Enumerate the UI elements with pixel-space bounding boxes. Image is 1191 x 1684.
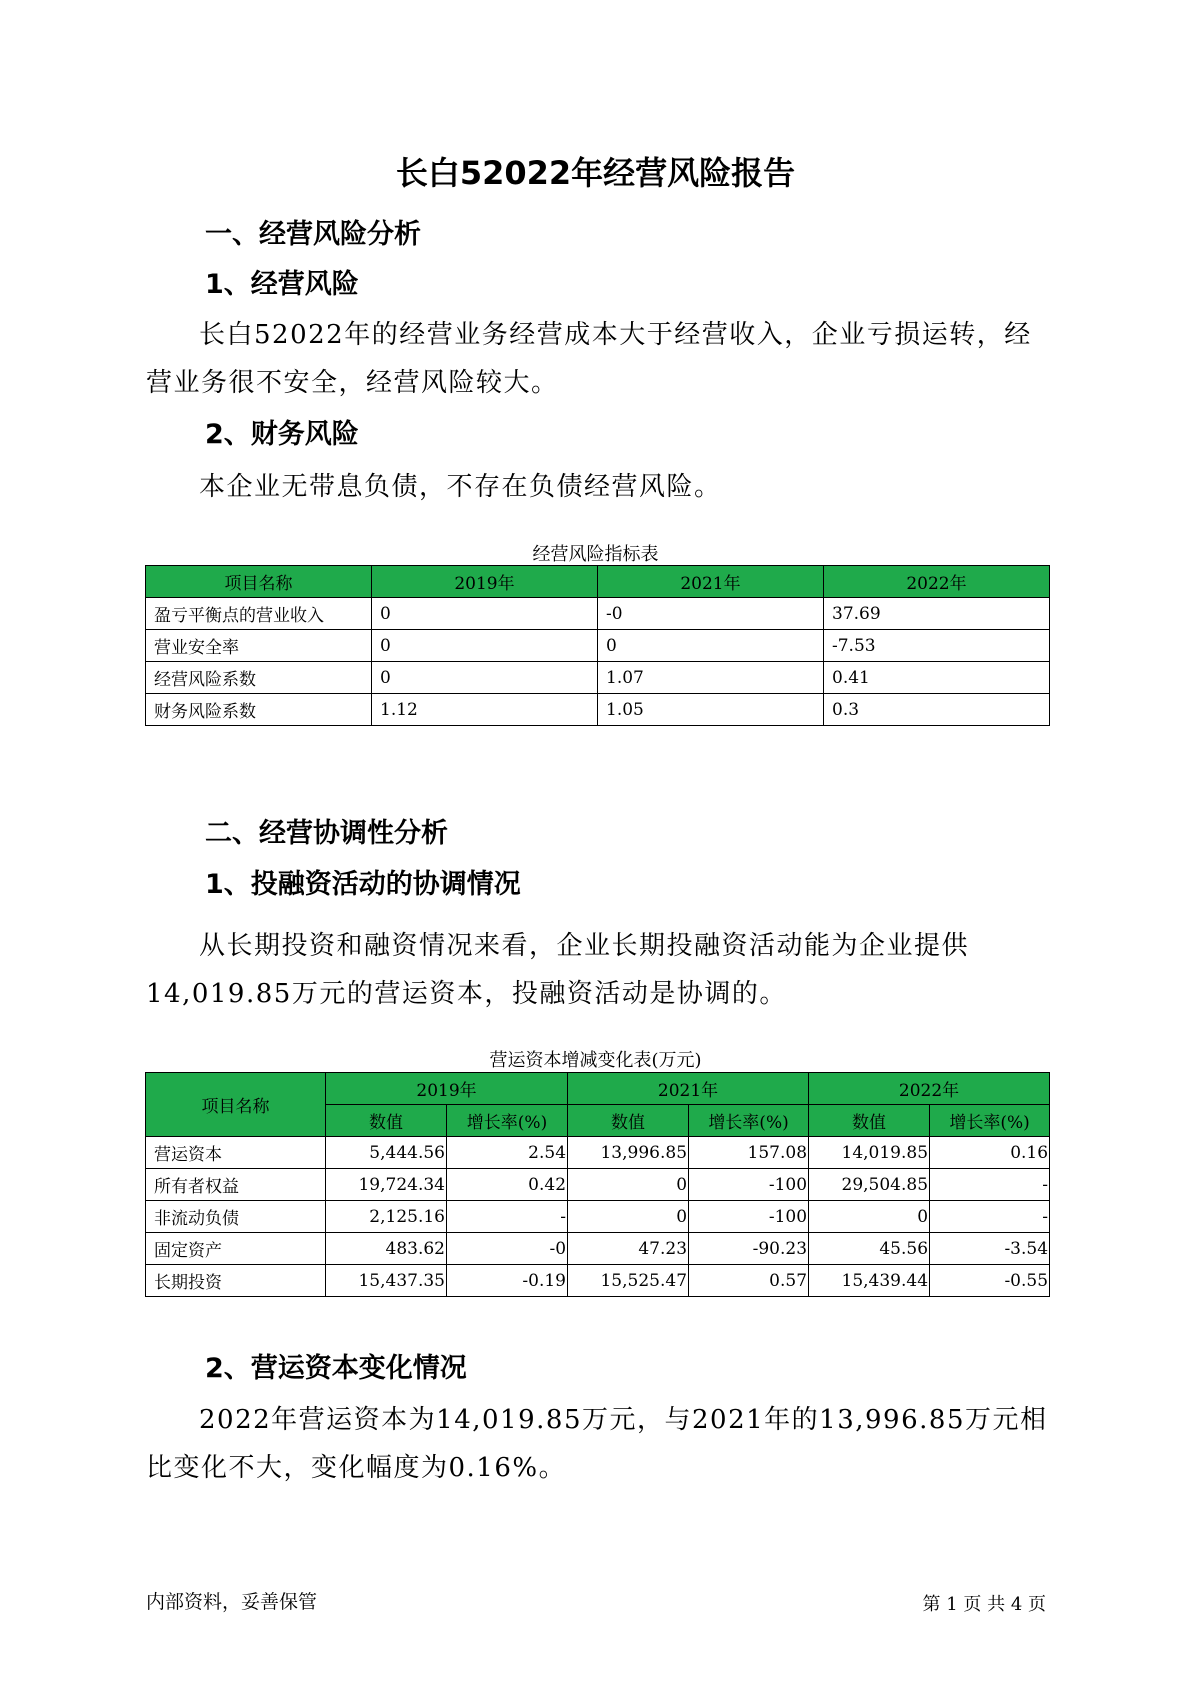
table-cell: 营业安全率 <box>146 630 372 662</box>
section1-heading: 一、经营风险分析 <box>205 219 421 250</box>
table-cell: 37.69 <box>824 598 1050 630</box>
table-cell: - <box>930 1201 1050 1233</box>
table-row <box>146 1233 1050 1265</box>
table-cell: 29,504.85 <box>809 1169 930 1201</box>
table-cell: -3.54 <box>930 1233 1050 1265</box>
risk-indicator-table <box>145 565 1050 726</box>
working-capital-table <box>145 1072 1050 1297</box>
table-cell: 非流动负债 <box>146 1201 326 1233</box>
header-cell: 2019年 <box>372 566 598 598</box>
footer-confidential-note: 内部资料，妥善保管 <box>146 1591 318 1613</box>
table-header-row <box>146 1073 1050 1105</box>
table-cell: 5,444.56 <box>326 1137 447 1169</box>
table-cell: 所有者权益 <box>146 1169 326 1201</box>
table-cell: 0 <box>568 1201 689 1233</box>
section2-sub2-text: 2022年营运资本为14,019.85万元，与2021年的13,996.85万元相比变化不大，变化幅度为0.16%。 <box>146 1405 1048 1483</box>
table-cell: 0.57 <box>689 1265 809 1297</box>
table-cell: -0.19 <box>447 1265 568 1297</box>
table-cell: 0.42 <box>447 1169 568 1201</box>
table-cell: 1.07 <box>598 662 824 694</box>
header-cell: 数值 <box>326 1105 447 1137</box>
header-cell: 数值 <box>809 1105 930 1137</box>
header-cell: 2022年 <box>824 566 1050 598</box>
table-cell: 13,996.85 <box>568 1137 689 1169</box>
header-cell: 增长率(%) <box>930 1105 1050 1137</box>
table-cell: -100 <box>689 1201 809 1233</box>
table-row <box>146 662 1050 694</box>
table-cell: 0 <box>598 630 824 662</box>
table-cell: 15,525.47 <box>568 1265 689 1297</box>
table-row <box>146 630 1050 662</box>
table-header-row <box>146 566 1050 598</box>
table-row <box>146 1137 1050 1169</box>
header-cell: 项目名称 <box>146 566 372 598</box>
table-cell: 1.12 <box>372 694 598 726</box>
table-cell: 47.23 <box>568 1233 689 1265</box>
table-cell: -0 <box>447 1233 568 1265</box>
table-cell: 45.56 <box>809 1233 930 1265</box>
section2-heading: 二、经营协调性分析 <box>205 818 448 849</box>
table-row <box>146 694 1050 726</box>
table-cell: 0.16 <box>930 1137 1050 1169</box>
table-cell: 0 <box>372 598 598 630</box>
header-cell: 项目名称 <box>146 1073 326 1137</box>
footer-page-number: 第 1 页 共 4 页 <box>922 1594 1046 1615</box>
table-cell: -100 <box>689 1169 809 1201</box>
table-cell: 固定资产 <box>146 1233 326 1265</box>
table-cell: - <box>447 1201 568 1233</box>
table-cell: 19,724.34 <box>326 1169 447 1201</box>
header-cell: 2021年 <box>568 1073 809 1105</box>
table-cell: 财务风险系数 <box>146 694 372 726</box>
table-cell: -90.23 <box>689 1233 809 1265</box>
table-cell: -7.53 <box>824 630 1050 662</box>
table-cell: 15,439.44 <box>809 1265 930 1297</box>
header-cell: 增长率(%) <box>447 1105 568 1137</box>
section1-sub1-text: 长白52022年的经营业务经营成本大于经营收入，企业亏损运转，经营业务很不安全，经营风险较大。 <box>146 320 1032 398</box>
table-row <box>146 1265 1050 1297</box>
table-cell: - <box>930 1169 1050 1201</box>
table-row <box>146 1201 1050 1233</box>
table-cell: 0.3 <box>824 694 1050 726</box>
table-cell: 0 <box>372 630 598 662</box>
table-cell: 0 <box>372 662 598 694</box>
table-cell: 483.62 <box>326 1233 447 1265</box>
table-cell: 2.54 <box>447 1137 568 1169</box>
header-cell: 2021年 <box>598 566 824 598</box>
header-cell: 2022年 <box>809 1073 1050 1105</box>
table-cell: 盈亏平衡点的营业收入 <box>146 598 372 630</box>
table-cell: 0.41 <box>824 662 1050 694</box>
table-cell: 14,019.85 <box>809 1137 930 1169</box>
section2-sub1-text: 从长期投资和融资情况来看，企业长期投融资活动能为企业提供14,019.85万元的营运资本，投融资活动是协调的。 <box>146 931 970 1009</box>
section1-sub1-heading: 1、经营风险 <box>205 269 359 300</box>
table-cell: 经营风险系数 <box>146 662 372 694</box>
header-cell: 数值 <box>568 1105 689 1137</box>
table-cell: 长期投资 <box>146 1265 326 1297</box>
table-cell: 1.05 <box>598 694 824 726</box>
table-cell: 15,437.35 <box>326 1265 447 1297</box>
risk-table-caption: 经营风险指标表 <box>532 544 659 565</box>
table-row <box>146 1169 1050 1201</box>
table-cell: 营运资本 <box>146 1137 326 1169</box>
report-title: 长白52022年经营风险报告 <box>395 154 796 192</box>
section1-sub2-heading: 2、财务风险 <box>205 419 359 450</box>
section2-sub2-heading: 2、营运资本变化情况 <box>205 1353 467 1384</box>
section1-sub2-text: 本企业无带息负债，不存在负债经营风险。 <box>199 472 722 502</box>
working-capital-table-caption: 营运资本增减变化表(万元) <box>489 1050 702 1071</box>
header-cell: 2019年 <box>326 1073 568 1105</box>
table-cell: 2,125.16 <box>326 1201 447 1233</box>
header-cell: 增长率(%) <box>689 1105 809 1137</box>
table-cell: -0 <box>598 598 824 630</box>
table-row <box>146 598 1050 630</box>
section2-sub1-heading: 1、投融资活动的协调情况 <box>205 869 521 900</box>
table-cell: 0 <box>568 1169 689 1201</box>
table-cell: 0 <box>809 1201 930 1233</box>
table-cell: -0.55 <box>930 1265 1050 1297</box>
table-cell: 157.08 <box>689 1137 809 1169</box>
